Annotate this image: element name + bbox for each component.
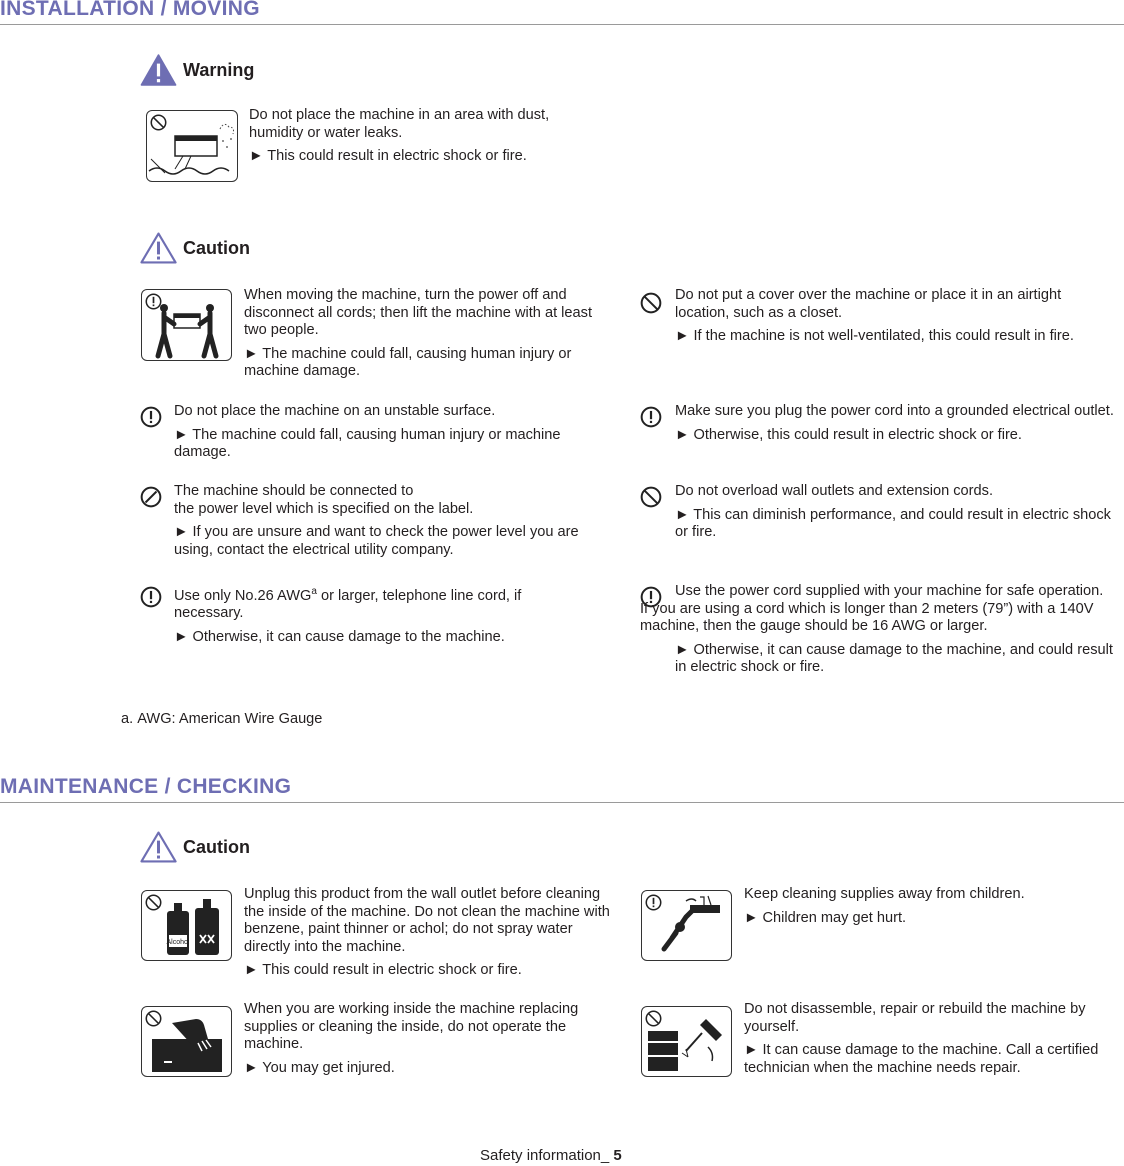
item-result: ► If the machine is not well-ventilated, this could result in fire. <box>675 328 1074 344</box>
item-text: Do not put a cover over the machine or place it in an airtight location, such as a closet. <box>675 287 1062 321</box>
caution-item-moving <box>244 287 609 381</box>
prohibition-icon <box>640 486 662 508</box>
footnote-text: AWG: American Wire Gauge <box>137 711 323 727</box>
caution-label: Caution <box>183 237 250 258</box>
warning-label: Warning <box>183 59 255 80</box>
caution-header-maintenance <box>140 831 250 863</box>
exclamation-icon <box>140 406 162 428</box>
item-text: Do not place the machine in an area with dust, humidity or water leaks. <box>249 107 550 141</box>
item-result: ► Otherwise, it can cause damage to the machine. <box>174 628 505 645</box>
section-rule <box>0 24 1124 25</box>
caution-item-awg <box>174 583 584 646</box>
item-result: ► This can diminish performance, and could result in electric shock or fire. <box>675 506 1111 540</box>
caution-header-installation <box>140 232 250 264</box>
item-text: Do not place the machine on an unstable surface. <box>174 403 496 419</box>
caution-item-power-level <box>174 483 614 559</box>
caution-item-power-cord <box>640 583 1115 677</box>
hand-in-machine-illustration-icon <box>141 1006 232 1077</box>
page-footer <box>480 1147 622 1164</box>
item-result: ► This could result in electric shock or fire. <box>249 148 527 164</box>
item-text-pre: Use only No.26 AWG <box>174 587 312 604</box>
exclamation-icon <box>140 586 162 608</box>
item-text-post: or larger, telephone line cord, if necessary. <box>174 587 522 622</box>
item-text: Make sure you plug the power cord into a grounded electrical outlet. <box>675 403 1114 419</box>
warning-header <box>140 54 254 86</box>
section-title-maintenance: MAINTENANCE / CHECKING <box>0 775 292 798</box>
item-result: ► It can cause damage to the machine. Call a certified technician when the machine needs repair. <box>744 1042 1099 1076</box>
caution-item-unstable <box>174 403 609 462</box>
maint-item-disassemble <box>744 1001 1114 1077</box>
item-result: ► Otherwise, this could result in electric shock or fire. <box>675 426 1022 443</box>
item-result: ► This could result in electric shock or fire. <box>244 962 522 978</box>
footnote-ref: a <box>311 586 317 597</box>
two-people-lifting-icon <box>141 289 232 361</box>
caution-triangle-icon <box>140 831 177 863</box>
circle-slash-icon <box>140 486 162 508</box>
exclamation-icon <box>640 406 662 428</box>
footnote-marker: a. <box>121 711 134 727</box>
caution-triangle-icon <box>140 232 177 264</box>
child-reaching-illustration-icon <box>641 890 732 961</box>
section-title-installation: INSTALLATION / MOVING <box>0 0 260 20</box>
maint-item-operate <box>244 1001 614 1077</box>
footer-text: Safety information_ <box>480 1147 614 1164</box>
caution-item-overload <box>675 483 1115 542</box>
bottle-label: Alcohol <box>166 939 190 946</box>
cleaning-chemicals-illustration-icon <box>141 890 232 961</box>
maint-item-unplug <box>244 886 614 980</box>
item-text: Use the power cord supplied with your machine for safe operation. If you are using a cord which is longer than 2 meters (79”) with a 140V machine, then the gauge should be 16 AWG or larger. <box>640 583 1104 634</box>
caution-label: Caution <box>183 836 250 857</box>
caution-item-grounded <box>675 403 1115 444</box>
caution-item-cover <box>675 287 1115 346</box>
page-number: 5 <box>613 1147 622 1164</box>
item-result: ► The machine could fall, causing human injury or machine damage. <box>244 345 572 379</box>
maint-item-children <box>744 886 1114 927</box>
warning-triangle-icon <box>140 54 177 86</box>
item-result: ► You may get injured. <box>244 1059 395 1076</box>
item-text: Unplug this product from the wall outlet before cleaning the inside of the machine. Do not clean the machine with benzene, paint thinner or achol; do not spray water directly into the machine. <box>244 886 610 955</box>
item-text: When moving the machine, turn the power off and disconnect all cords; then lift the machine with at least two people. <box>244 287 592 338</box>
item-text: When you are working inside the machine replacing supplies or cleaning the inside, do not operate the machine. <box>244 1001 579 1052</box>
item-text: Do not disassemble, repair or rebuild the machine by yourself. <box>744 1001 1086 1035</box>
item-result: ► The machine could fall, causing human injury or machine damage. <box>174 426 561 460</box>
prohibition-icon <box>640 292 662 314</box>
item-result: ► Children may get hurt. <box>744 909 907 926</box>
item-result: ► If you are unsure and want to check the power level you are using, contact the electrical utility company. <box>174 524 579 558</box>
item-text: Do not overload wall outlets and extension cords. <box>675 483 994 499</box>
dust-humidity-illustration-icon <box>146 110 238 182</box>
item-text: Keep cleaning supplies away from children. <box>744 886 1025 902</box>
item-text-line2: the power level which is specified on the label. <box>174 500 474 517</box>
disassemble-screwdriver-illustration-icon <box>641 1006 732 1077</box>
footnote <box>121 711 322 727</box>
section-rule <box>0 802 1124 803</box>
item-result: ► Otherwise, it can cause damage to the machine, and could result in electric shock or fire. <box>675 641 1113 675</box>
warning-item-dust <box>249 107 599 166</box>
item-text-line1: The machine should be connected to <box>174 483 414 499</box>
